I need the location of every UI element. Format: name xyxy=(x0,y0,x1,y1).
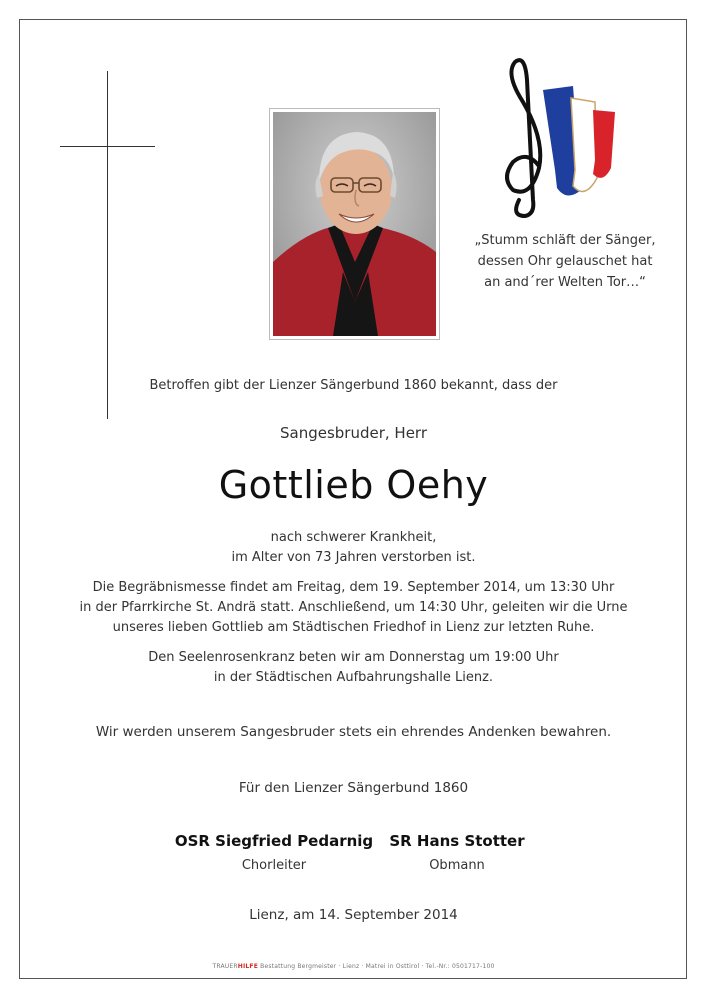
signatory-role: Chorleiter xyxy=(241,858,307,873)
footer-credit xyxy=(40,963,667,970)
signatory-chairman xyxy=(347,832,567,873)
salutation: Sangesbruder, Herr xyxy=(279,424,427,442)
on-behalf-text: Für den Lienzer Sängerbund 1860 xyxy=(238,780,469,796)
funeral-mass-line: Die Begräbnismesse findet am Freitag, dem 19. September 2014, um 13:30 Uhr xyxy=(92,580,615,595)
funeral-mass-line: unseres lieben Gottlieb am Städtischen Friedhof in Lienz zur letzten Ruhe. xyxy=(112,620,595,635)
rosary-line: Den Seelenrosenkranz beten wir am Donnerstag um 19:00 Uhr xyxy=(148,650,559,665)
footer-text: Bestattung Bergmeister · Lienz · Matrei in Osttirol · Tel.-Nr.: 0501717-100 xyxy=(258,963,495,970)
rosary-line: in der Städtischen Aufbahrungshalle Lienz. xyxy=(213,670,494,685)
funeral-mass-line: in der Pfarrkirche St. Andrä statt. Anschließend, um 14:30 Uhr, geleiten wir die Urne xyxy=(79,600,628,615)
intro-text: Betroffen gibt der Lienzer Sängerbund 1860 bekannt, dass der xyxy=(149,378,558,393)
remembrance-text: Wir werden unserem Sangesbruder stets ein ehrendes Andenken bewahren. xyxy=(95,724,612,740)
footer-brand-b: HILFE xyxy=(237,963,259,970)
portrait-photo xyxy=(269,108,440,340)
signatory-name: OSR Siegfried Pedarnig xyxy=(174,832,374,850)
deceased-name: Gottlieb Oehy xyxy=(218,463,489,507)
signatory-role: Obmann xyxy=(429,858,485,873)
funeral-mass-info xyxy=(40,578,667,638)
death-notice-line: nach schwerer Krankheit, xyxy=(270,530,437,545)
quote-block xyxy=(470,230,660,293)
footer-brand-a: TRAUER xyxy=(212,963,238,970)
cross-icon-vertical xyxy=(107,71,108,419)
signatory-name: SR Hans Stotter xyxy=(389,832,525,850)
quote-line: dessen Ohr gelauschet hat xyxy=(477,254,653,269)
portrait-image xyxy=(273,112,436,336)
cross-icon-horizontal xyxy=(60,146,155,147)
quote-line: „Stumm schläft der Sänger, xyxy=(474,233,656,248)
date-line: Lienz, am 14. September 2014 xyxy=(249,907,458,923)
death-notice-line: im Alter von 73 Jahren verstorben ist. xyxy=(231,550,476,565)
death-notice xyxy=(40,528,667,568)
treble-clef-flag-icon xyxy=(505,50,635,220)
rosary-info xyxy=(40,648,667,688)
quote-line: an and´rer Welten Tor…“ xyxy=(484,275,646,290)
